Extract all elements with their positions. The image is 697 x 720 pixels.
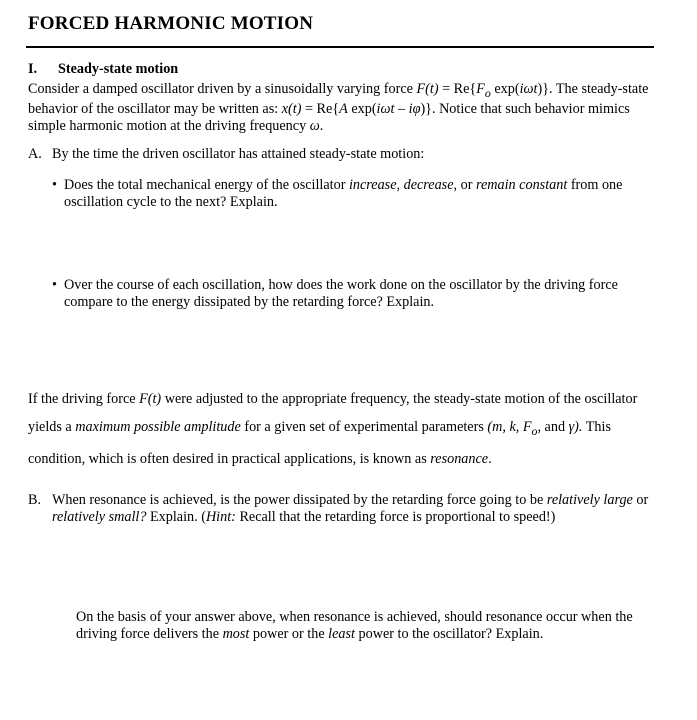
- intro-text: Consider a damped oscillator driven by a sinusoidally varying force: [28, 81, 417, 97]
- bullet-text: from one oscillation cycle to the next? Explain.: [64, 177, 623, 210]
- intro-text: exp(: [490, 81, 520, 97]
- page-title: FORCED HARMONIC MOTION: [28, 13, 314, 34]
- parameter-list: (m, k, F: [487, 419, 532, 435]
- bullet-text: Over the course of each oscillation, how does the work done on the oscillator by the driving force compare to the energy dissipated by the retarding force? Explain.: [64, 277, 618, 310]
- question-b: [28, 492, 682, 525]
- bullet-work-question: [52, 277, 664, 310]
- position-exponent-argument: iωt – iφ: [376, 101, 421, 118]
- follow-up-question: [76, 609, 666, 642]
- resonance-term: resonance: [430, 450, 489, 467]
- intro-text: )}. Notice that such behavior mimics simple harmonic motion at the driving frequency: [28, 101, 630, 134]
- term-least: least: [328, 625, 355, 642]
- bullet-icon: •: [52, 277, 57, 293]
- follow-up-text: power or the: [249, 625, 329, 642]
- section-title: Steady-state motion: [58, 61, 179, 77]
- question-b-text: When resonance is achieved, is the power dissipated by the retarding force going to be: [52, 492, 547, 508]
- term-most: most: [222, 625, 250, 642]
- resonance-text: This condition, which is often desired in practical applications, is known as: [28, 419, 611, 467]
- parameter-subscript: o: [531, 423, 538, 438]
- resonance-paragraph: [28, 385, 658, 473]
- bullet-text: Does the total mechanical energy of the oscillator: [64, 177, 349, 193]
- force-symbol: F(t): [416, 81, 439, 97]
- gamma-symbol: γ).: [568, 419, 583, 435]
- resonance-text: and: [541, 419, 569, 435]
- intro-text: = Re{: [438, 81, 477, 97]
- bullet-option-constant: remain constant: [475, 177, 568, 193]
- question-b-text: Recall that the retarding force is proportional to speed!): [235, 508, 556, 525]
- question-b-label: B.: [28, 492, 42, 508]
- question-a: [28, 146, 668, 163]
- follow-up-text: On the basis of your answer above, when resonance is achieved, should resonance occur when the driving force delivers the: [76, 609, 633, 642]
- question-b-text: Explain. (: [146, 508, 206, 525]
- question-b-text: or: [632, 492, 649, 508]
- amplitude-symbol: A: [339, 101, 348, 118]
- option-relatively-large: relatively large: [546, 492, 633, 508]
- resonance-text: If the driving force: [28, 391, 140, 407]
- title-divider: [26, 46, 654, 48]
- bullet-text: or: [457, 177, 476, 193]
- intro-text: )}. The steady-state behavior of the oscillator may be written as:: [28, 81, 649, 118]
- omega-symbol: ω: [309, 117, 320, 134]
- force-exponent-argument: iωt: [519, 81, 538, 97]
- resonance-text: .: [488, 450, 492, 467]
- force-amplitude-symbol: F: [476, 81, 485, 97]
- resonance-text: were adjusted to the appropriate frequency, the steady-state motion of the oscillator yields a: [28, 391, 638, 435]
- parameter-list-end: ,: [537, 419, 541, 435]
- follow-up-text: power to the oscillator? Explain.: [354, 625, 544, 642]
- option-relatively-small: relatively small?: [52, 508, 147, 525]
- question-a-label: A.: [28, 146, 42, 162]
- intro-text: .: [319, 117, 324, 134]
- resonance-text: for a given set of experimental parameters: [240, 419, 488, 435]
- question-a-prompt: By the time the driven oscillator has attained steady-state motion:: [52, 146, 425, 162]
- position-symbol: x(t): [281, 101, 302, 118]
- max-amplitude-term: maximum possible amplitude: [75, 419, 241, 435]
- section-heading: [28, 61, 178, 78]
- section-number: I.: [28, 61, 38, 77]
- force-symbol: F(t): [139, 391, 162, 407]
- intro-text: = Re{: [301, 101, 340, 118]
- bullet-energy-question: [52, 177, 664, 210]
- intro-paragraph: [28, 81, 658, 134]
- force-amplitude-subscript: o: [484, 85, 491, 100]
- bullet-icon: •: [52, 177, 57, 193]
- hint-label: Hint:: [205, 508, 236, 525]
- intro-text: exp(: [347, 101, 377, 118]
- bullet-options: increase, decrease,: [348, 177, 458, 193]
